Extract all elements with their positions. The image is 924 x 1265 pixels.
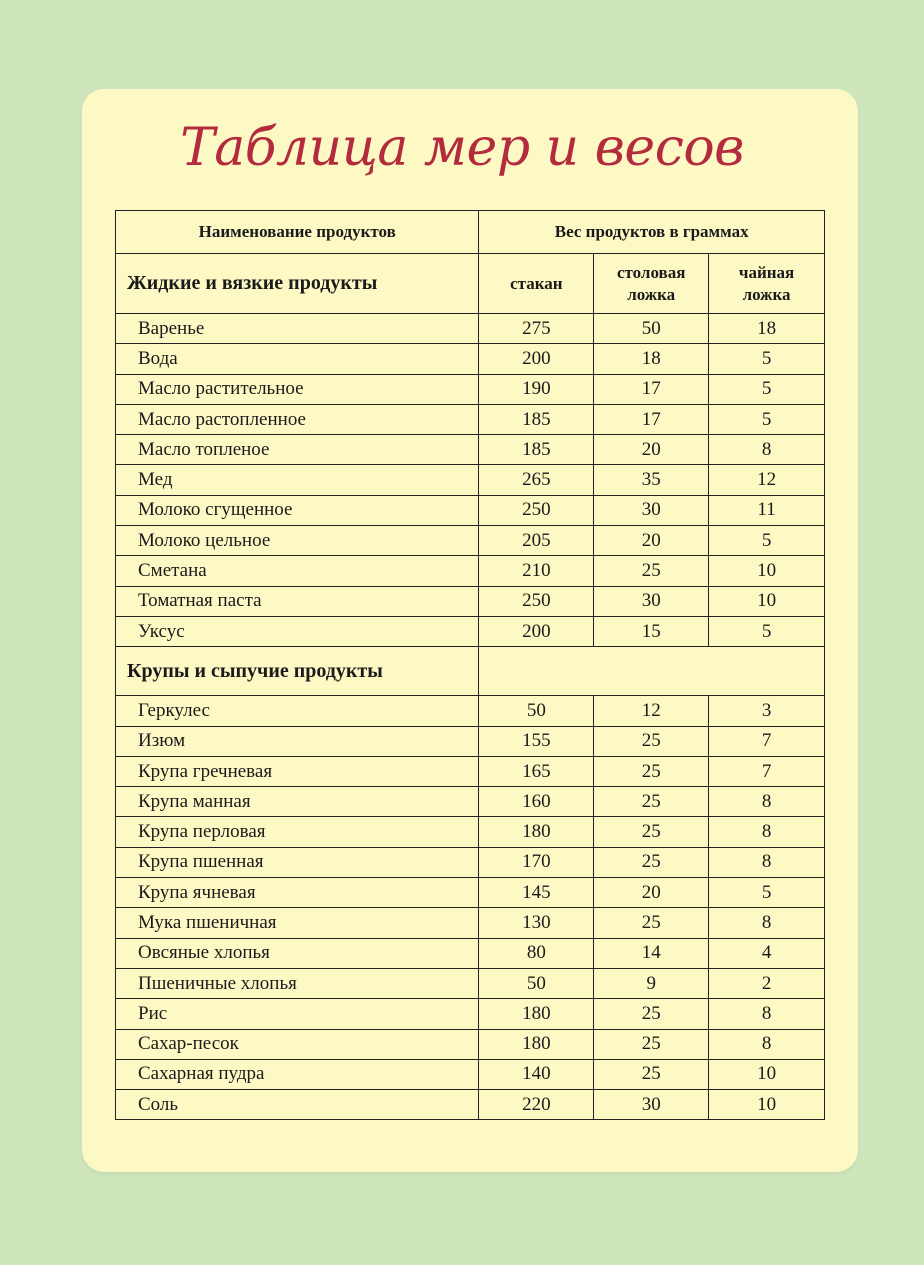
table-row (116, 968, 825, 998)
glass-weight-cell: 140 (479, 1059, 594, 1089)
product-name-cell: Крупа пшенная (116, 847, 479, 877)
teaspoon-weight-cell: 11 (709, 495, 825, 525)
teaspoon-weight-cell: 10 (709, 1090, 825, 1120)
product-name-cell: Соль (116, 1090, 479, 1120)
product-name-cell: Вода (116, 344, 479, 374)
weight-column-header: Вес продуктов в граммах (479, 211, 825, 254)
glass-weight-cell: 165 (479, 756, 594, 786)
page-title: Таблица мер и весов (180, 118, 744, 178)
tablespoon-weight-cell: 17 (594, 374, 709, 404)
product-name-cell: Крупа манная (116, 787, 479, 817)
tablespoon-weight-cell: 30 (594, 495, 709, 525)
tablespoon-weight-cell: 20 (594, 435, 709, 465)
table-row (116, 999, 825, 1029)
table-row (116, 878, 825, 908)
glass-weight-cell: 250 (479, 586, 594, 616)
tablespoon-weight-cell: 20 (594, 526, 709, 556)
teaspoon-weight-cell: 3 (709, 696, 825, 726)
glass-weight-cell: 220 (479, 1090, 594, 1120)
product-name-cell: Масло топленое (116, 435, 479, 465)
table-row (116, 556, 825, 586)
table-row (116, 908, 825, 938)
table-row (116, 787, 825, 817)
table-row (116, 1090, 825, 1120)
glass-weight-cell: 50 (479, 968, 594, 998)
table-row (116, 696, 825, 726)
table-row (116, 526, 825, 556)
glass-weight-cell: 200 (479, 616, 594, 646)
tablespoon-weight-cell: 25 (594, 787, 709, 817)
glass-weight-cell: 200 (479, 344, 594, 374)
tablespoon-weight-cell: 25 (594, 908, 709, 938)
glass-weight-cell: 210 (479, 556, 594, 586)
tablespoon-weight-cell: 12 (594, 696, 709, 726)
product-name-cell: Варенье (116, 314, 479, 344)
section-title: Крупы и сыпучие продукты (116, 647, 479, 696)
teaspoon-column-header: чайная ложка (709, 254, 825, 314)
tablespoon-weight-cell: 18 (594, 344, 709, 374)
teaspoon-weight-cell: 8 (709, 1029, 825, 1059)
tablespoon-weight-cell: 25 (594, 999, 709, 1029)
table-row (116, 1059, 825, 1089)
tablespoon-weight-cell: 15 (594, 616, 709, 646)
table-row (116, 1029, 825, 1059)
tablespoon-weight-cell: 9 (594, 968, 709, 998)
tablespoon-weight-cell: 35 (594, 465, 709, 495)
table-row (116, 314, 825, 344)
teaspoon-weight-cell: 8 (709, 847, 825, 877)
glass-weight-cell: 190 (479, 374, 594, 404)
tablespoon-weight-cell: 50 (594, 314, 709, 344)
tablespoon-weight-cell: 25 (594, 1029, 709, 1059)
product-name-cell: Овсяные хлопья (116, 938, 479, 968)
product-name-cell: Сметана (116, 556, 479, 586)
product-name-cell: Молоко цельное (116, 526, 479, 556)
product-name-cell: Мед (116, 465, 479, 495)
table-row (116, 938, 825, 968)
section-header-row (116, 647, 825, 696)
glass-column-header: стакан (479, 254, 594, 314)
empty-header-cell (479, 647, 825, 696)
teaspoon-weight-cell: 8 (709, 435, 825, 465)
table-row (116, 586, 825, 616)
glass-weight-cell: 185 (479, 435, 594, 465)
teaspoon-weight-cell: 5 (709, 374, 825, 404)
product-name-cell: Рис (116, 999, 479, 1029)
section-title: Жидкие и вязкие продукты (116, 254, 479, 314)
glass-weight-cell: 50 (479, 696, 594, 726)
glass-weight-cell: 250 (479, 495, 594, 525)
teaspoon-weight-cell: 7 (709, 756, 825, 786)
tablespoon-column-header: столовая ложка (594, 254, 709, 314)
product-name-cell: Крупа ячневая (116, 878, 479, 908)
glass-weight-cell: 145 (479, 878, 594, 908)
product-name-cell: Пшеничные хлопья (116, 968, 479, 998)
teaspoon-weight-cell: 8 (709, 817, 825, 847)
tablespoon-weight-cell: 25 (594, 556, 709, 586)
product-name-cell: Геркулес (116, 696, 479, 726)
table-row (116, 847, 825, 877)
tablespoon-weight-cell: 14 (594, 938, 709, 968)
product-name-cell: Уксус (116, 616, 479, 646)
table-row (116, 817, 825, 847)
glass-weight-cell: 185 (479, 404, 594, 434)
glass-weight-cell: 130 (479, 908, 594, 938)
product-name-cell: Молоко сгущенное (116, 495, 479, 525)
products-column-header: Наименование продуктов (116, 211, 479, 254)
glass-weight-cell: 180 (479, 817, 594, 847)
glass-weight-cell: 275 (479, 314, 594, 344)
table-row (116, 374, 825, 404)
teaspoon-weight-cell: 12 (709, 465, 825, 495)
glass-weight-cell: 170 (479, 847, 594, 877)
teaspoon-weight-cell: 10 (709, 586, 825, 616)
table-row (116, 726, 825, 756)
product-name-cell: Крупа перловая (116, 817, 479, 847)
glass-weight-cell: 180 (479, 999, 594, 1029)
glass-weight-cell: 160 (479, 787, 594, 817)
teaspoon-weight-cell: 5 (709, 404, 825, 434)
product-name-cell: Крупа гречневая (116, 756, 479, 786)
teaspoon-weight-cell: 8 (709, 999, 825, 1029)
product-name-cell: Масло растопленное (116, 404, 479, 434)
teaspoon-weight-cell: 2 (709, 968, 825, 998)
tablespoon-weight-cell: 30 (594, 1090, 709, 1120)
table-row (116, 495, 825, 525)
product-name-cell: Изюм (116, 726, 479, 756)
glass-weight-cell: 205 (479, 526, 594, 556)
teaspoon-weight-cell: 4 (709, 938, 825, 968)
table-row (116, 344, 825, 374)
tablespoon-weight-cell: 20 (594, 878, 709, 908)
product-name-cell: Масло растительное (116, 374, 479, 404)
teaspoon-weight-cell: 5 (709, 526, 825, 556)
section-header-row (116, 254, 825, 314)
table-row (116, 756, 825, 786)
measures-table (115, 210, 825, 1120)
table-row (116, 435, 825, 465)
teaspoon-weight-cell: 10 (709, 1059, 825, 1089)
table-row (116, 465, 825, 495)
tablespoon-weight-cell: 17 (594, 404, 709, 434)
teaspoon-weight-cell: 5 (709, 616, 825, 646)
product-name-cell: Мука пшеничная (116, 908, 479, 938)
table-row (116, 404, 825, 434)
table-header-row (116, 211, 825, 254)
tablespoon-weight-cell: 30 (594, 586, 709, 616)
teaspoon-weight-cell: 10 (709, 556, 825, 586)
tablespoon-weight-cell: 25 (594, 756, 709, 786)
glass-weight-cell: 155 (479, 726, 594, 756)
tablespoon-weight-cell: 25 (594, 817, 709, 847)
teaspoon-weight-cell: 8 (709, 908, 825, 938)
tablespoon-weight-cell: 25 (594, 847, 709, 877)
glass-weight-cell: 180 (479, 1029, 594, 1059)
teaspoon-weight-cell: 18 (709, 314, 825, 344)
tablespoon-weight-cell: 25 (594, 726, 709, 756)
glass-weight-cell: 265 (479, 465, 594, 495)
teaspoon-weight-cell: 8 (709, 787, 825, 817)
product-name-cell: Сахарная пудра (116, 1059, 479, 1089)
product-name-cell: Сахар-песок (116, 1029, 479, 1059)
tablespoon-weight-cell: 25 (594, 1059, 709, 1089)
table-row (116, 616, 825, 646)
product-name-cell: Томатная паста (116, 586, 479, 616)
teaspoon-weight-cell: 5 (709, 344, 825, 374)
glass-weight-cell: 80 (479, 938, 594, 968)
teaspoon-weight-cell: 7 (709, 726, 825, 756)
teaspoon-weight-cell: 5 (709, 878, 825, 908)
